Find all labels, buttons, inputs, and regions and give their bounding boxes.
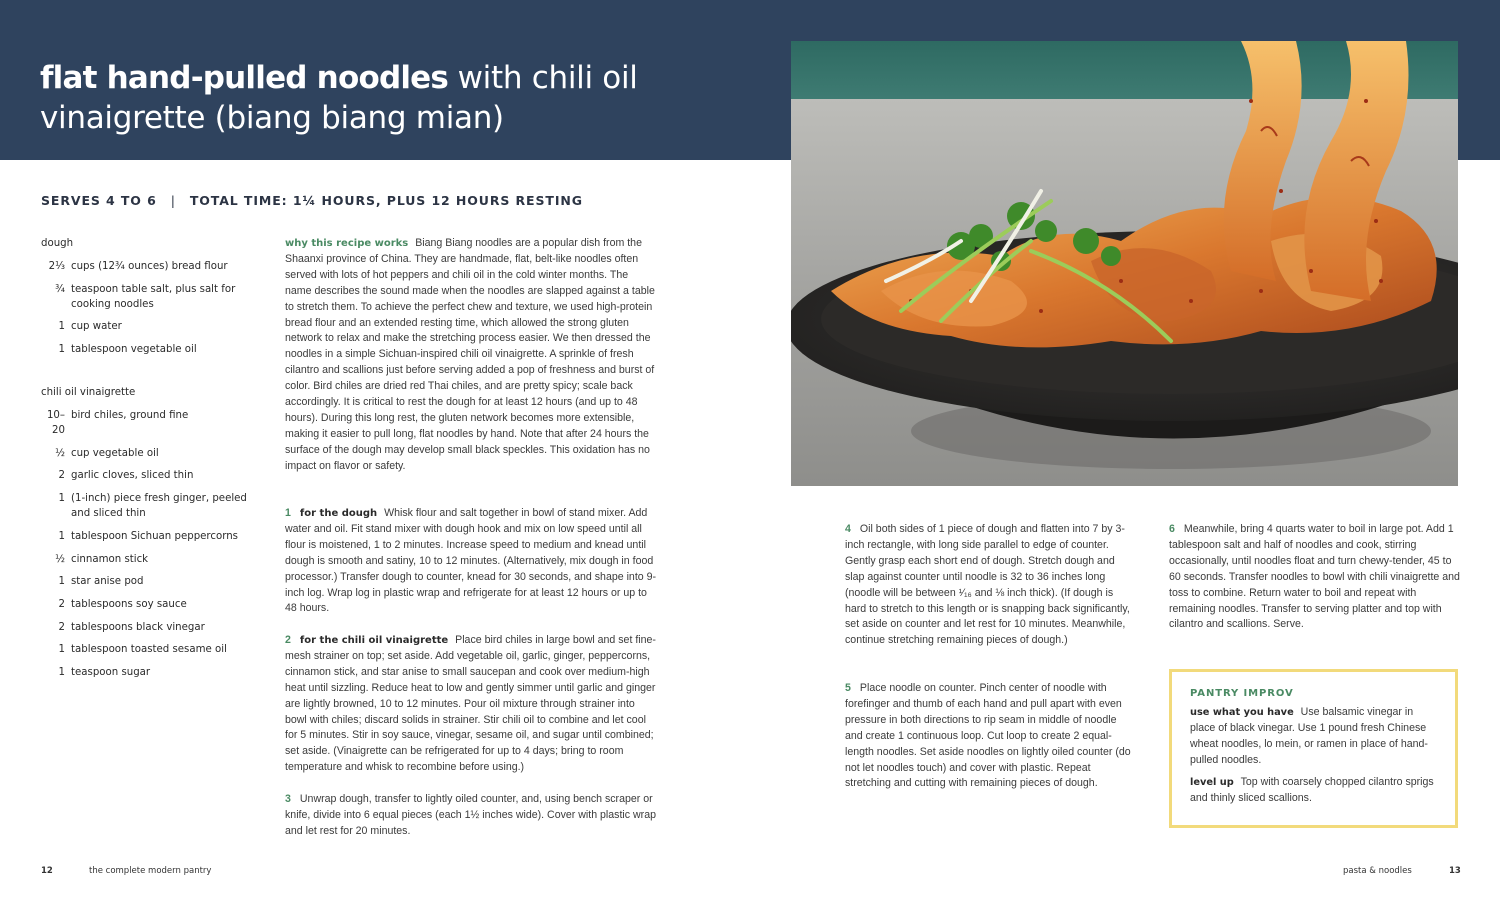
ingredient-qty: ½ [55, 553, 65, 565]
ingredient-item [36, 665, 266, 680]
ingredient-qty: 2 [58, 621, 65, 633]
recipe-title-rest: with chili oil vinaigrette (biang biang mian) [40, 60, 638, 136]
step-label: for the dough [299, 508, 378, 519]
step-number: 2 [285, 634, 291, 646]
ingredient-item [36, 342, 266, 357]
step-text: Place bird chiles in large bowl and set fine-mesh strainer on top; set aside. Add vegetable oil, garlic, ginger, peppercorns, cinnamon stick, and star anise to small saucepan and cook over medium-high heat until sizzling. Reduce heat to low and gently simmer until garlic and ginger are lightly browned, 10 to 12 minutes. Pour oil mixture through strainer into bowl with chiles; discard solids in strainer. Stir chili oil to combine and let cool for 5 minutes. Stir in soy sauce, vinegar, sesame oil, and sugar until combined; set aside. (Vinaigrette can be refrigerated for up to 4 days; bring to room temperature and whisk to recombine before using.) [285, 634, 656, 774]
left-page-number: 12 [41, 866, 53, 876]
pantry-entry [1190, 705, 1437, 769]
ingredient-text: tablespoon Sichuan peppercorns [71, 530, 238, 542]
ingredient-qty: 1 [58, 344, 65, 356]
serves-label: SERVES 4 TO 6 [41, 193, 157, 208]
step-5 [845, 681, 1137, 792]
ingredient-text: tablespoon vegetable oil [71, 344, 197, 356]
ingredient-item [36, 259, 266, 274]
pantry-entry-label: level up [1190, 776, 1234, 788]
pantry-entry-text: Use balsamic vinegar in place of black vinegar. Use 1 pound fresh Chinese wheat noodles, lo mein, or ramen in place of hand-pulled noodles. [1190, 706, 1428, 766]
ingredient-item [36, 574, 266, 589]
ingredient-item [36, 529, 266, 544]
ingredient-text: star anise pod [71, 576, 144, 588]
recipe-photo [791, 41, 1458, 486]
ingredient-text: garlic cloves, sliced thin [71, 470, 194, 482]
ingredient-qty: ¾ [55, 283, 65, 295]
ingredient-list [36, 236, 266, 688]
ingredient-qty: 1 [58, 493, 65, 505]
pantry-improv-title: PANTRY IMPROV [1190, 688, 1294, 699]
total-time-label: TOTAL TIME: 1¼ HOURS, PLUS 12 HOURS RESTING [189, 193, 583, 208]
ingredient-text: cinnamon stick [71, 553, 149, 565]
step-label: for the chili oil vinaigrette [299, 635, 449, 646]
ingredient-item [36, 491, 266, 521]
step-6 [1169, 522, 1461, 633]
right-running-head: pasta & noodles [1343, 866, 1412, 876]
pantry-entry [1190, 775, 1437, 807]
step-4 [845, 522, 1137, 649]
ingredient-qty: 2 [58, 598, 65, 610]
ingredient-item [36, 597, 266, 612]
ingredient-item [36, 468, 266, 483]
step-text: Unwrap dough, transfer to lightly oiled counter, and, using bench scraper or knife, divide into 6 equal pieces (each 1½ inches wide). Cover with plastic wrap and let rest for 20 minutes. [285, 793, 656, 837]
why-text: Biang Biang noodles are a popular dish from the Shaanxi province of China. They are handmade, flat, belt-like noodles often served with lots of hot peppers and chili oil in the cold winter months. The name describes the sound made when the noodles are slapped against a table to stretch them. To achieve the perfect chew and texture, we used high-protein bread flour and an extended resting time, which allowed the strong gluten network to relax and make the stretching process easier. We then dressed the noodles in a simple Sichuan-inspired chili oil vinaigrette. A sprinkle of fresh cilantro and scallions just before serving added a pop of freshness and burst of color. Bird chiles are dried red Thai chiles, and are pretty spicy; scale back accordingly. It is critical to rest the dough for at least 12 hours (and up to 48 hours). During this long rest, the gluten network becomes more extensible, making it easier to pull long, flat noodles by hand. Note that after 24 hours the surface of the dough may develop small black speckles. This oxidation has no impact on flavor or safety. [285, 237, 655, 472]
ingredient-text: teaspoon table salt, plus salt for cooking noodles [71, 283, 236, 310]
ingredient-qty: 2 [58, 470, 65, 482]
why-label: why this recipe works [285, 238, 409, 249]
ingredient-text: tablespoons soy sauce [71, 598, 187, 610]
step-3 [285, 792, 657, 840]
ingredient-group-heading: chili oil vinaigrette [41, 387, 136, 399]
step-number: 6 [1169, 523, 1175, 535]
ingredient-text: bird chiles, ground fine [71, 410, 189, 422]
ingredient-qty: 1 [58, 530, 65, 542]
step-text: Oil both sides of 1 piece of dough and flatten into 7 by 3-inch rectangle, with long side parallel to edge of counter. Gently grasp each short end of dough. Stretch dough and slap against counter until noodle is 32 to 36 inches long (noodle will be between ¹⁄₁₆ and ⅛ inch thick). (If dough is hard to stretch to this length or is snapping back significantly, set aside on counter and let rest for 10 minutes. Meanwhile, continue stretching remaining pieces of dough.) [845, 523, 1130, 647]
ingredient-item [36, 446, 266, 461]
step-number: 4 [845, 523, 851, 535]
recipe-title [40, 58, 680, 138]
ingredient-text: (1-inch) piece fresh ginger, peeled and sliced thin [71, 493, 247, 520]
ingredient-qty: 1 [58, 321, 65, 333]
ingredient-qty: 2⅓ [48, 261, 65, 272]
pantry-entry-text: Top with coarsely chopped cilantro sprigs and thinly sliced scallions. [1190, 775, 1434, 804]
ingredient-item [36, 642, 266, 657]
ingredient-group-heading: dough [41, 238, 74, 249]
recipe-meta [41, 193, 583, 208]
ingredient-item [36, 620, 266, 635]
ingredient-qty: 1 [58, 576, 65, 588]
ingredient-text: cups (12¾ ounces) bread flour [71, 261, 228, 272]
ingredient-text: tablespoons black vinegar [71, 621, 205, 633]
step-number: 3 [285, 793, 291, 805]
recipe-title-bold: flat hand-pulled noodles [40, 60, 449, 96]
step-text: Place noodle on counter. Pinch center of noodle with forefinger and thumb of each hand and pull apart with even pressure in both directions to rip seam in middle of noodle and create 1 continuous loop. Cut loop to create 2 equal-length noodles. Set aside noodles on lightly oiled counter (do not let noodles touch) and cover with plastic. Repeat stretching and cutting with remaining pieces of dough. [845, 682, 1131, 790]
ingredient-item [36, 319, 266, 334]
step-text: Meanwhile, bring 4 quarts water to boil in large pot. Add 1 tablespoon salt and half of noodles and cook, stirring occasionally, until noodles float and turn chewy-tender, 45 to 60 seconds. Transfer noodles to bowl with chili vinaigrette and toss to combine. Return water to boil and repeat with remaining noodles. Transfer to serving platter and top with cilantro and scallions. Serve. [1169, 523, 1460, 631]
ingredient-qty: ½ [55, 447, 65, 459]
ingredient-item [36, 282, 266, 312]
ingredient-qty: 1 [58, 644, 65, 656]
ingredient-item [36, 408, 266, 438]
meta-separator: | [170, 193, 176, 208]
pantry-improv-box [1169, 669, 1458, 828]
step-1 [285, 506, 657, 617]
ingredient-qty: 10–20 [46, 410, 65, 437]
right-page-number: 13 [1449, 866, 1461, 876]
ingredient-text: teaspoon sugar [71, 666, 151, 678]
noodle-dish-illustration [791, 41, 1458, 486]
left-running-head: the complete modern pantry [89, 866, 212, 876]
step-2 [285, 633, 657, 776]
why-this-recipe-works [285, 236, 657, 475]
ingredient-text: tablespoon toasted sesame oil [71, 644, 227, 656]
step-text: Whisk flour and salt together in bowl of stand mixer. Add water and oil. Fit stand mixer with dough hook and mix on low speed until all flour is moistened, 1 to 2 minutes. Increase speed to medium and knead until dough is smooth and satiny, 10 to 12 minutes. (Alternatively, mix dough in food processor.) Transfer dough to counter, knead for 30 seconds, and shape into 9-inch log. Wrap log in plastic wrap and refrigerate for at least 12 hours or up to 48 hours. [285, 507, 657, 615]
ingredient-qty: 1 [58, 666, 65, 678]
ingredient-text: cup vegetable oil [71, 447, 159, 459]
ingredient-text: cup water [71, 321, 122, 333]
ingredient-item [36, 552, 266, 567]
step-number: 5 [845, 682, 851, 694]
step-number: 1 [285, 507, 291, 519]
pantry-entry-label: use what you have [1190, 707, 1294, 718]
